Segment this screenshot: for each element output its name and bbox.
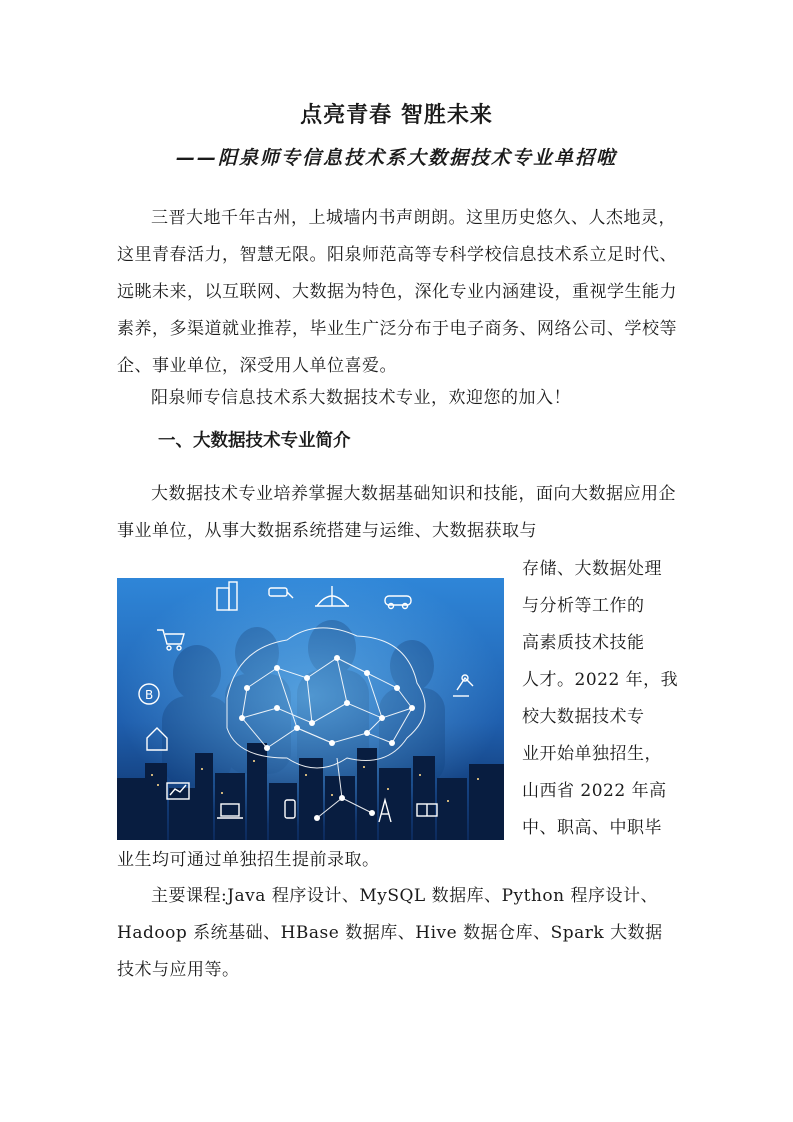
section-heading: 一、大数据技术专业简介: [158, 431, 351, 451]
svg-text:B: B: [145, 688, 154, 702]
page-subtitle: ——阳泉师专信息技术系大数据技术专业单招啦: [175, 147, 617, 169]
welcome-paragraph: 阳泉师专信息技术系大数据技术专业，欢迎您的加入！: [151, 388, 571, 408]
major-intro-tail: 业生均可通过单独招生提前录取。: [117, 850, 380, 870]
intro-paragraph: 三晋大地千年古州，上城墙内书声朗朗。这里历史悠久、人杰地灵，这里青春活力，智慧无限。阳泉师范高等专科学校信息技术系立足时代、远眺未来，以互联网、大数据为特色，深化专业内涵建设，重视学生能力素养，多渠道就业推荐，毕业生广泛分布于电子商务、网络公司、学校等企、事业单位，深受用人单位喜爱。: [117, 208, 677, 376]
side-text-line: 山西省 2022 年高: [522, 781, 667, 801]
side-text-line: 存储、大数据处理: [522, 559, 662, 579]
major-intro-lead: 大数据技术专业培养掌握大数据基础知识和技能，面向大数据应用企事业单位，从事大数据系统搭建与运维、大数据获取与: [117, 484, 676, 541]
side-text-line: 与分析等工作的: [522, 596, 645, 616]
page-title: 点亮青春 智胜未来: [300, 103, 493, 128]
side-text-line: 中、职高、中职毕: [522, 818, 662, 838]
side-text-line: 高素质技术技能: [522, 633, 645, 653]
side-text-line: 业开始单独招生，: [522, 744, 662, 764]
side-text-line: 人才。2022 年，我: [522, 670, 679, 690]
side-text-line: 校大数据技术专: [522, 707, 645, 727]
big-data-illustration: [117, 578, 504, 840]
courses-paragraph: 主要课程:Java 程序设计、MySQL 数据库、Python 程序设计、Hadoop 系统基础、HBase 数据库、Hive 数据仓库、Spark 大数据技术与应用等。: [117, 886, 663, 980]
